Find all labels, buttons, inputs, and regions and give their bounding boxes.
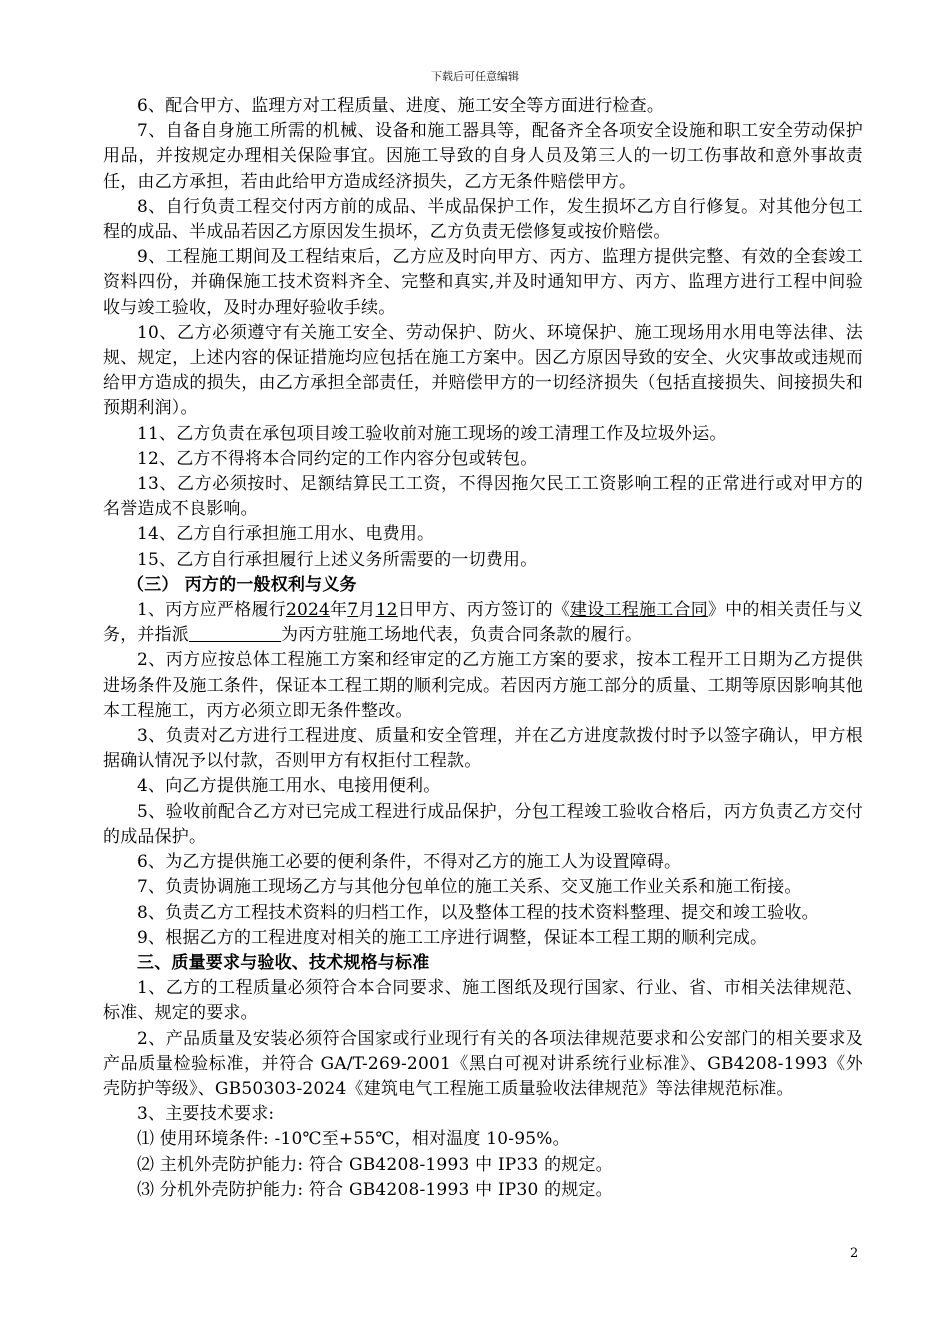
representative-blank: [189, 624, 281, 642]
paragraph-item-15: 15、乙方自行承担履行上述义务所需要的一切费用。: [137, 549, 538, 570]
tech-req-1: ⑴ 使用环境条件: -10℃至+55℃，相对温度 10-95%。: [137, 1129, 570, 1150]
c1-month: 7: [347, 600, 359, 621]
party-c-item-9: 9、根据乙方的工程进度对相关的施工工序进行调整，保证本工程工期的顺利完成。: [137, 927, 768, 948]
paragraph-item-13: 13、乙方必须按时、足额结算民工工资，不得因拖欠民工工资影响工程的正常进行或对甲方的名誉造成不良影响。: [103, 474, 863, 520]
c1-text-e: 》中的相关责任与义务，并指派: [103, 600, 864, 646]
page-header: 下载后可任意编辑: [431, 70, 519, 83]
c1-text-c: 月: [358, 600, 376, 621]
party-c-item-5: 5、验收前配合乙方对已完成工程进行成品保护，分包工程竣工验收合格后，丙方负责乙方交付的成品保护。: [103, 801, 863, 847]
c1-text-d: 日甲方、丙方签订的《: [397, 600, 571, 621]
paragraph-item-14: 14、乙方自行承担施工用水、电费用。: [137, 524, 435, 545]
paragraph-item-9: 9、工程施工期间及工程结束后，乙方应及时向甲方、丙方、监理方提供完整、有效的全套竣工资料四份，并确保施工技术资料齐全、完整和真实,并及时通知甲方、丙方、监理方进行工程中间验收与竣工验收，及时办理好验收手续。: [103, 247, 863, 318]
c1-day: 12: [375, 600, 398, 621]
paragraph-item-10: 10、乙方必须遵守有关施工安全、劳动保护、防火、环境保护、施工现场用水用电等法律、法规、规定，上述内容的保证措施均应包括在施工方案中。因乙方原因导致的安全、火灾事故或违规而给甲方造成的损失，由乙方承担全部责任，并赔偿甲方的一切经济损失（包括直接损失、间接损失和预期利润）。: [103, 322, 863, 419]
document-body: [103, 94, 863, 1203]
paragraph-item-7: 7、自备自身施工所需的机械、设备和施工器具等，配备齐全各项安全设施和职工安全劳动保护用品，并按规定办理相关保险事宜。因施工导致的自身人员及第三人的一切工伤事故和意外事故责任，由乙方承担，若由此给甲方造成经济损失，乙方无条件赔偿甲方。: [103, 121, 863, 192]
section-heading-party-c: （三） 丙方的一般权利与义务: [127, 574, 357, 595]
quality-item-2: 2、产品质量及安装必须符合国家或行业现行有关的各项法律规范要求和公安部门的相关要求及产品质量检验标准，并符合 GA/T-269-2001《黑白可视对讲系统行业标准》、GB4208-1993《外壳防护等级》、GB50303-2024《建筑电气工程施工质量验收法律规范》等法律规范标准。: [103, 1028, 863, 1099]
quality-item-1: 1、乙方的工程质量必须符合本合同要求、施工图纸及现行国家、行业、省、市相关法律规范、标准、规定的要求。: [103, 978, 863, 1024]
paragraph-item-8: 8、自行负责工程交付丙方前的成品、半成品保护工作，发生损坏乙方自行修复。对其他分包工程的成品、半成品若因乙方原因发生损坏，乙方负责无偿修复或按价赔偿。: [103, 196, 863, 243]
page-number: 2: [850, 1246, 859, 1261]
party-c-item-8: 8、负责乙方工程技术资料的归档工作，以及整体工程的技术资料整理、提交和竣工验收。: [137, 902, 819, 923]
party-c-item-2: 2、丙方应按总体工程施工方案和经审定的乙方施工方案的要求，按本工程开工日期为乙方提供进场条件及施工条件，保证本工程工期的顺利完成。若因丙方施工部分的质量、工期等原因影响其他本工程施工，丙方必须立即无条件整改。: [103, 650, 863, 721]
c1-text-b: 年: [330, 600, 348, 621]
paragraph-item-6: 6、配合甲方、监理方对工程质量、进度、施工安全等方面进行检查。: [137, 96, 665, 116]
c1-text-a: 1、丙方应严格履行: [137, 600, 286, 621]
party-c-item-4: 4、向乙方提供施工用水、电接用便利。: [137, 776, 441, 797]
section-heading-quality: 三、质量要求与验收、技术规格与标准: [137, 952, 430, 973]
c1-year: 2024: [285, 600, 331, 621]
party-c-item-7: 7、负责协调施工现场乙方与其他分包单位的施工关系、交叉施工作业关系和施工衔接。: [137, 877, 802, 898]
party-c-item-3: 3、负责对乙方进行工程进度、质量和安全管理，并在乙方进度款拨付时予以签字确认，甲方根据确认情况予以付款，否则甲方有权拒付工程款。: [103, 726, 863, 772]
quality-item-3: 3、主要技术要求:: [137, 1104, 275, 1125]
tech-req-3: ⑶ 分机外壳防护能力: 符合 GB4208-1993 中 IP30 的规定。: [137, 1179, 613, 1200]
party-c-item-1: [103, 598, 863, 648]
c1-contract-name: 建设工程施工合同: [570, 600, 708, 621]
party-c-item-6: 6、为乙方提供施工必要的便利条件，不得对乙方的施工人为设置障碍。: [137, 852, 682, 873]
paragraph-item-12: 12、乙方不得将本合同约定的工作内容分包或转包。: [137, 448, 538, 469]
paragraph-item-11: 11、乙方负责在承包项目竣工验收前对施工现场的竣工清理工作及垃圾外运。: [137, 423, 727, 444]
tech-req-2: ⑵ 主机外壳防护能力: 符合 GB4208-1993 中 IP33 的规定。: [137, 1154, 613, 1175]
c1-text-f: 为丙方驻施工场地代表，负责合同条款的履行。: [281, 625, 643, 646]
